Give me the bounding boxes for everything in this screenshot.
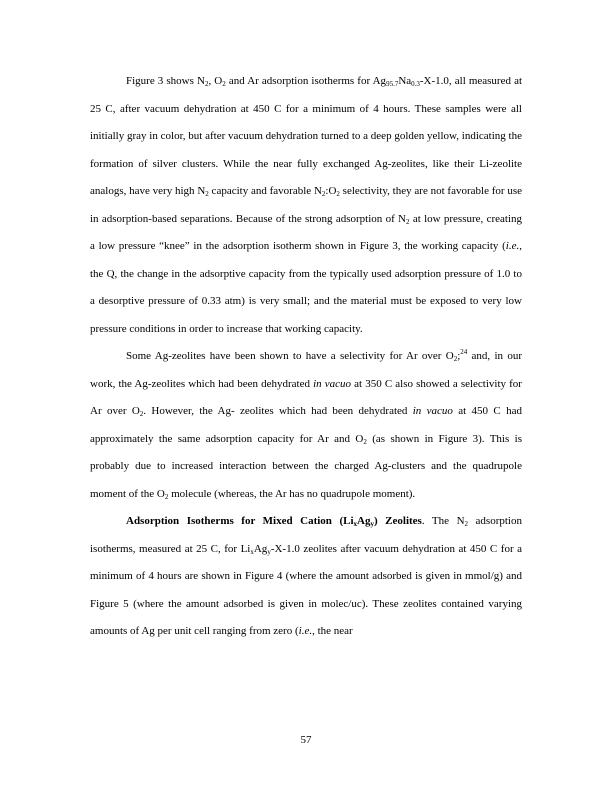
subscript: 95.7 xyxy=(386,80,399,88)
text-run: i.e. xyxy=(298,625,313,637)
subscript: 2 xyxy=(406,217,410,226)
text-run: . The N xyxy=(421,515,465,527)
citation-superscript: 24 xyxy=(460,348,468,356)
paragraph-figure3-isotherms xyxy=(90,68,522,343)
text-run: in vacuo xyxy=(412,405,453,417)
text-run: ; xyxy=(457,350,461,362)
subscript: 2 xyxy=(164,492,169,501)
text-run: :O xyxy=(325,185,337,197)
text-run: in vacuo xyxy=(313,377,352,390)
text-run: ) Zeolites xyxy=(373,515,422,527)
subscript: 0.3 xyxy=(411,80,420,88)
text-run: Ag xyxy=(253,542,268,555)
text-run: at 450 C had approximately the same adsorption capacity for Ar and O xyxy=(90,405,522,445)
subscript: 2 xyxy=(336,190,340,198)
text-run: molecule (whereas, the Ar has no quadrupole moment). xyxy=(168,487,416,500)
text-run: at low pressure, creating a low pressure “knee” in the adsorption isotherm shown in Figure 3, the working capacity ( xyxy=(90,212,523,252)
paragraph-mixed-cation xyxy=(90,508,522,646)
text-run: selectivity, they are not favorable for use in adsorption-based separations. Because of the strong adsorption of N xyxy=(90,185,523,225)
text-run: , O xyxy=(208,75,223,87)
subscript: y xyxy=(370,520,374,528)
subscript: 2 xyxy=(205,190,209,198)
text-run: i.e. xyxy=(505,240,520,252)
text-run: -X-1.0 zeolites after vacuum dehydration at 450 C for a minimum of 4 hours are shown in Figure 4 (where the amount adsorbed is given in mmol/g) and Figure 5 (where the amount adsorbed is given in molec/uc). These zeolites contained varying amounts of Ag per unit cell ranging from zero ( xyxy=(90,542,522,637)
subscript: x xyxy=(353,520,358,528)
subscript: x xyxy=(250,547,254,556)
text-run: Adsorption Isotherms for Mixed Cation (Li xyxy=(126,515,354,527)
text-run: Ag xyxy=(357,515,371,527)
subscript: 2 xyxy=(321,190,326,198)
subscript: 2 xyxy=(139,410,144,418)
text-run: capacity and favorable N xyxy=(208,185,322,197)
text-run: Some Ag-zeolites have been shown to have a selectivity for Ar over O xyxy=(126,350,454,362)
text-run: -X-1.0, all measured at 25 C, after vacuum dehydration at 450 C for a minimum of 4 hours. These samples were all initially gray in color, but after vacuum dehydration turned to a deep golden yellow, indicating the formation of silver clusters. While the near fully exchanged Ag-zeolites, like their Li-zeolite analogs, have very high N xyxy=(90,75,523,197)
document-body xyxy=(90,68,522,646)
text-run: . However, the Ag- zeolites which had been dehydrated xyxy=(143,405,413,417)
subscript: y xyxy=(267,547,271,556)
subscript: 2 xyxy=(464,520,469,528)
text-run: Figure 3 shows N xyxy=(126,75,205,87)
subscript: 2 xyxy=(453,355,458,363)
subscript: 2 xyxy=(222,80,226,88)
text-run: , the Q, the change in the adsorptive capacity from the typically used adsorption pressure of 1.0 to a desorptive pressure of 0.33 atm) is very small; and the material must be exposed to very low pressure conditions in order to increase that working capacity. xyxy=(90,240,522,335)
text-run: adsorption isotherms, measured at 25 C, for Li xyxy=(90,515,522,555)
text-run: at 350 C also showed a selectivity for Ar over O xyxy=(90,377,522,417)
text-run: Na xyxy=(398,75,412,87)
subscript: 2 xyxy=(363,437,367,446)
paragraph-ar-selectivity xyxy=(90,343,522,508)
text-run: , the near xyxy=(312,625,353,637)
text-run: and Ar adsorption isotherms for Ag xyxy=(225,75,387,87)
page-number: 57 xyxy=(300,734,312,746)
text-run: (as shown in Figure 3). This is probably due to increased interaction between the charged Ag-clusters and the quadrupole moment of the O xyxy=(90,432,522,500)
subscript: 2 xyxy=(204,80,209,88)
text-run: and, in our work, the Ag-zeolites which had been dehydrated xyxy=(90,350,522,390)
